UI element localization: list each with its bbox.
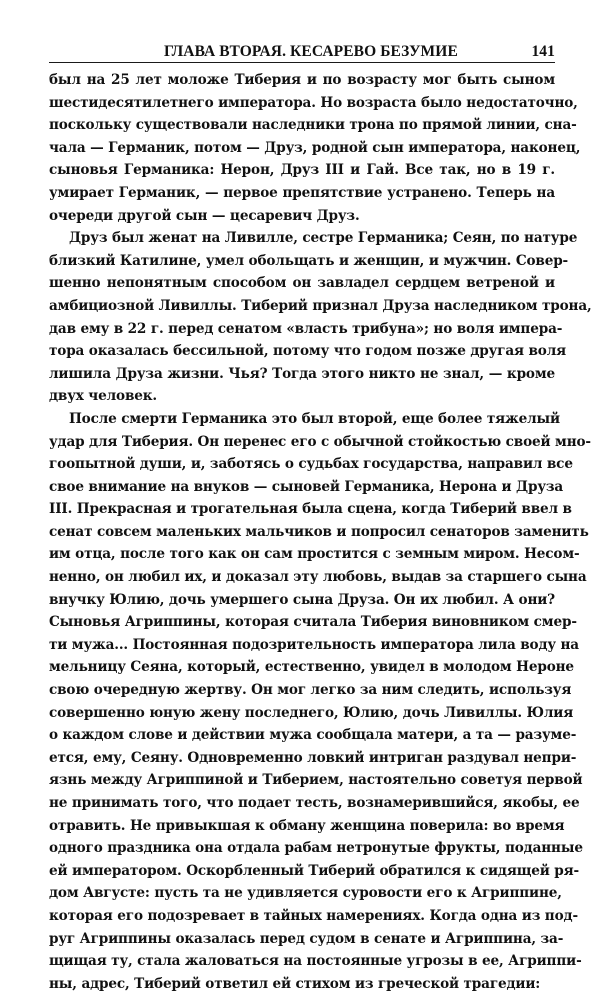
- page-number: 141: [531, 43, 555, 60]
- text-line: близкий Катилине, умел обольщать и женщин, и мужчин. Совер-: [49, 252, 569, 269]
- text-line: внучку Юлию, дочь умершего сына Друза. Он их любил. А они?: [49, 591, 555, 608]
- text-line: дав ему в 22 г. перед сенатом «власть трибуна»; но воля импера-: [49, 320, 563, 337]
- text-line: шестидесятилетнего императора. Но возраста было недостаточно,: [49, 94, 578, 111]
- text-line: совершенно юную жену последнего, Юлию, дочь Ливиллы. Юлия: [49, 704, 574, 721]
- text-line: свою очередную жертву. Он мог легко за ним следить, используя: [49, 682, 572, 699]
- text-line: отравить. Не привыкшая к обману женщина поверила: во время: [49, 817, 565, 834]
- paragraph: [49, 69, 581, 227]
- text-line: очереди другой сын — цесаревич Друз.: [49, 207, 360, 224]
- text-line: о каждом слове и действии мужа сообщала матери, а та — разуме-: [49, 727, 577, 744]
- text-line: гоопытной души, и, заботясь о судьбах государства, направил все: [49, 456, 573, 473]
- text-line: ей императором. Оскорбленный Тиберий обратился к сидящей ря-: [49, 862, 580, 879]
- text-line: свое внимание на внуков — сыновей Германика, Нерона и Друза: [49, 478, 564, 495]
- text-line: не принимать того, что подает тесть, вознамерившийся, якобы, ее: [49, 795, 580, 811]
- text-line: дом Августе: пусть та не удивляется суровости его к Агриппине,: [49, 885, 562, 902]
- text-line: ненно, он любил их, и доказал эту любовь, выдав за старшего сына: [49, 569, 587, 586]
- text-line: которая его подозревает в тайных намерениях. Когда одна из под-: [49, 907, 578, 924]
- text-line: ны, адрес, Тиберий ответил ей стихом из греческой трагедии:: [49, 975, 541, 992]
- text-line: чала — Германик, потом — Друз, родной сын императора, наконец,: [49, 139, 581, 156]
- text-line: После смерти Германика это был второй, еще более тяжелый: [69, 410, 560, 427]
- text-line: ется, ему, Сеяну. Одновременно ловкий интриган раздувал непри-: [49, 749, 577, 766]
- text-line: язнь между Агриппиной и Тиберием, настоятельно советуя первой: [49, 772, 583, 789]
- text-line: ти мужа... Постоянная подозрительность императора лила воду на: [49, 636, 579, 653]
- text-line: умирает Германик, — первое препятствие устранено. Теперь на: [49, 184, 555, 201]
- text-line: удар для Тиберия. Он перенес его с обычной стойкостью своей мно-: [49, 433, 591, 450]
- paragraph: [49, 227, 592, 408]
- body-text: [49, 69, 592, 995]
- text-line: был на 25 лет моложе Тиберия и по возрасту мог быть сыном: [49, 72, 555, 88]
- book-page: [49, 40, 592, 995]
- text-line: сыновья Германика: Нерон, Друз III и Гай. Все так, но в 19 г.: [49, 162, 555, 179]
- text-line: руг Агриппины оказалась перед судом в сенате и Агриппина, за-: [49, 930, 564, 947]
- text-line: Сыновья Агриппины, которая считала Тиберия виновником смер-: [49, 614, 577, 631]
- paragraph: [49, 408, 591, 995]
- text-line: амбициозной Ливиллы. Тиберий признал Друза наследником трона,: [49, 297, 592, 314]
- text-line: сенат совсем маленьких мальчиков и попросил сенаторов заменить: [49, 523, 589, 540]
- text-line: III. Прекрасная и трогательная была сцена, когда Тиберий ввел в: [49, 501, 572, 518]
- chapter-title: ГЛАВА ВТОРАЯ. КЕСАРЕВО БЕЗУМИЕ: [164, 43, 458, 60]
- text-line: Друз был женат на Ливилле, сестре Германика; Сеян, по натуре: [69, 230, 578, 247]
- text-line: им отца, после того как он сам простится с земным миром. Несом-: [49, 546, 580, 563]
- running-header: [49, 40, 555, 63]
- text-line: шенно непонятным способом он завладел сердцем ветреной и: [49, 275, 555, 292]
- text-line: мельницу Сеяна, который, естественно, увидел в молодом Нероне: [49, 659, 574, 676]
- text-line: тора оказалась бессильной, потому что годом позже другая воля: [49, 343, 567, 360]
- text-line: поскольку существовали наследники трона по прямой линии, сна-: [49, 117, 577, 134]
- text-line: одного праздника она отдала рабам нетронутые фрукты, поданные: [49, 840, 583, 857]
- text-line: лишила Друза жизни. Чья? Тогда этого никто не знал, — кроме: [49, 365, 555, 382]
- text-line: щищая ту, стала жаловаться на постоянные угрозы в ее, Агриппи-: [49, 953, 582, 970]
- text-line: двух человек.: [49, 388, 157, 405]
